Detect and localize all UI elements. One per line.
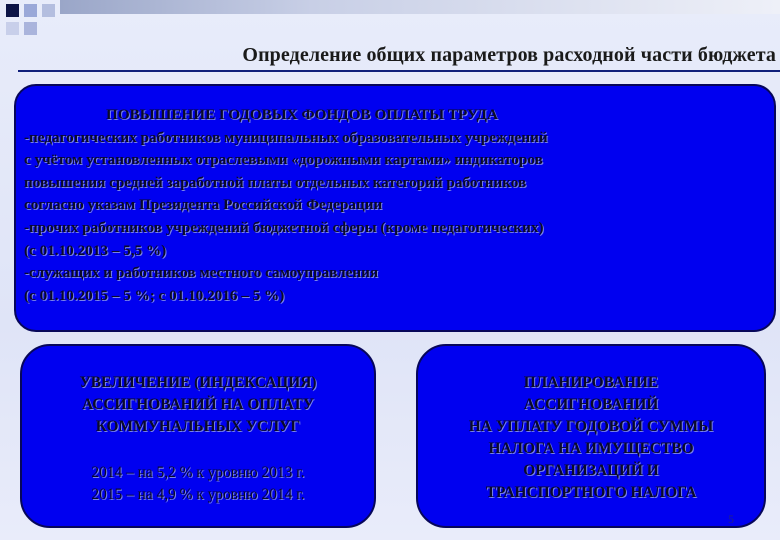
corner-square-light: [6, 22, 19, 35]
utilities-heading: АССИГНОВАНИЙ НА ОПЛАТУ: [81, 396, 315, 413]
tax-planning-line: НАЛОГА НА ИМУЩЕСТВО: [488, 440, 694, 457]
title-rule: [18, 70, 780, 72]
tax-planning-line: АССИГНОВАНИЙ: [523, 396, 659, 413]
tax-planning-line: ОРГАНИЗАЦИЙ И: [523, 462, 659, 479]
tax-planning-panel: [416, 344, 766, 528]
wage-fund-line: повышения средней заработной платы отдельных категорий работников: [24, 173, 527, 191]
utilities-panel: [20, 344, 376, 528]
corner-square-dark: [6, 4, 19, 17]
spacer: [28, 438, 368, 462]
page-title: Определение общих параметров расходной части бюджета: [242, 44, 776, 66]
wage-fund-line: -служащих и работников местного самоуправления: [24, 264, 379, 282]
tax-planning-line: ТРАНСПОРТНОГО НАЛОГА: [485, 484, 697, 501]
utilities-heading: КОММУНАЛЬНЫХ УСЛУГ: [95, 418, 301, 435]
tax-planning-line: НА УПЛАТУ ГОДОВОЙ СУММЫ: [468, 418, 714, 435]
wage-fund-line: согласно указам Президента Российской Федерации: [24, 196, 383, 214]
utilities-heading: УВЕЛИЧЕНИЕ (ИНДЕКСАЦИЯ): [79, 374, 317, 391]
wage-fund-line: -педагогических работников муниципальных образовательных учреждений: [24, 128, 548, 146]
wage-fund-line: (с 01.10.2013 – 5,5 %): [24, 241, 167, 259]
wage-fund-line: с учётом установленных отраслевыми «дорожными картами» индикаторов: [24, 151, 543, 169]
tax-planning-line: ПЛАНИРОВАНИЕ: [523, 374, 659, 391]
wage-fund-line: (с 01.10.2015 – 5 %; с 01.10.2016 – 5 %): [24, 286, 285, 304]
utilities-value: 2014 – на 5,2 % к уровню 2013 г.: [91, 464, 305, 481]
header-bar: [60, 0, 780, 14]
wage-fund-line: -прочих работников учреждений бюджетной сферы (кроме педагогических): [24, 218, 544, 236]
wage-fund-panel: [14, 84, 776, 332]
corner-square-light: [24, 22, 37, 35]
corner-square-light: [24, 4, 37, 17]
corner-square-light: [42, 4, 55, 17]
utilities-value: 2015 – на 4,9 % к уровню 2014 г.: [91, 486, 305, 503]
page-number: 5: [728, 512, 734, 526]
wage-fund-heading: ПОВЫШЕНИЕ ГОДОВЫХ ФОНДОВ ОПЛАТЫ ТРУДА: [106, 106, 498, 123]
